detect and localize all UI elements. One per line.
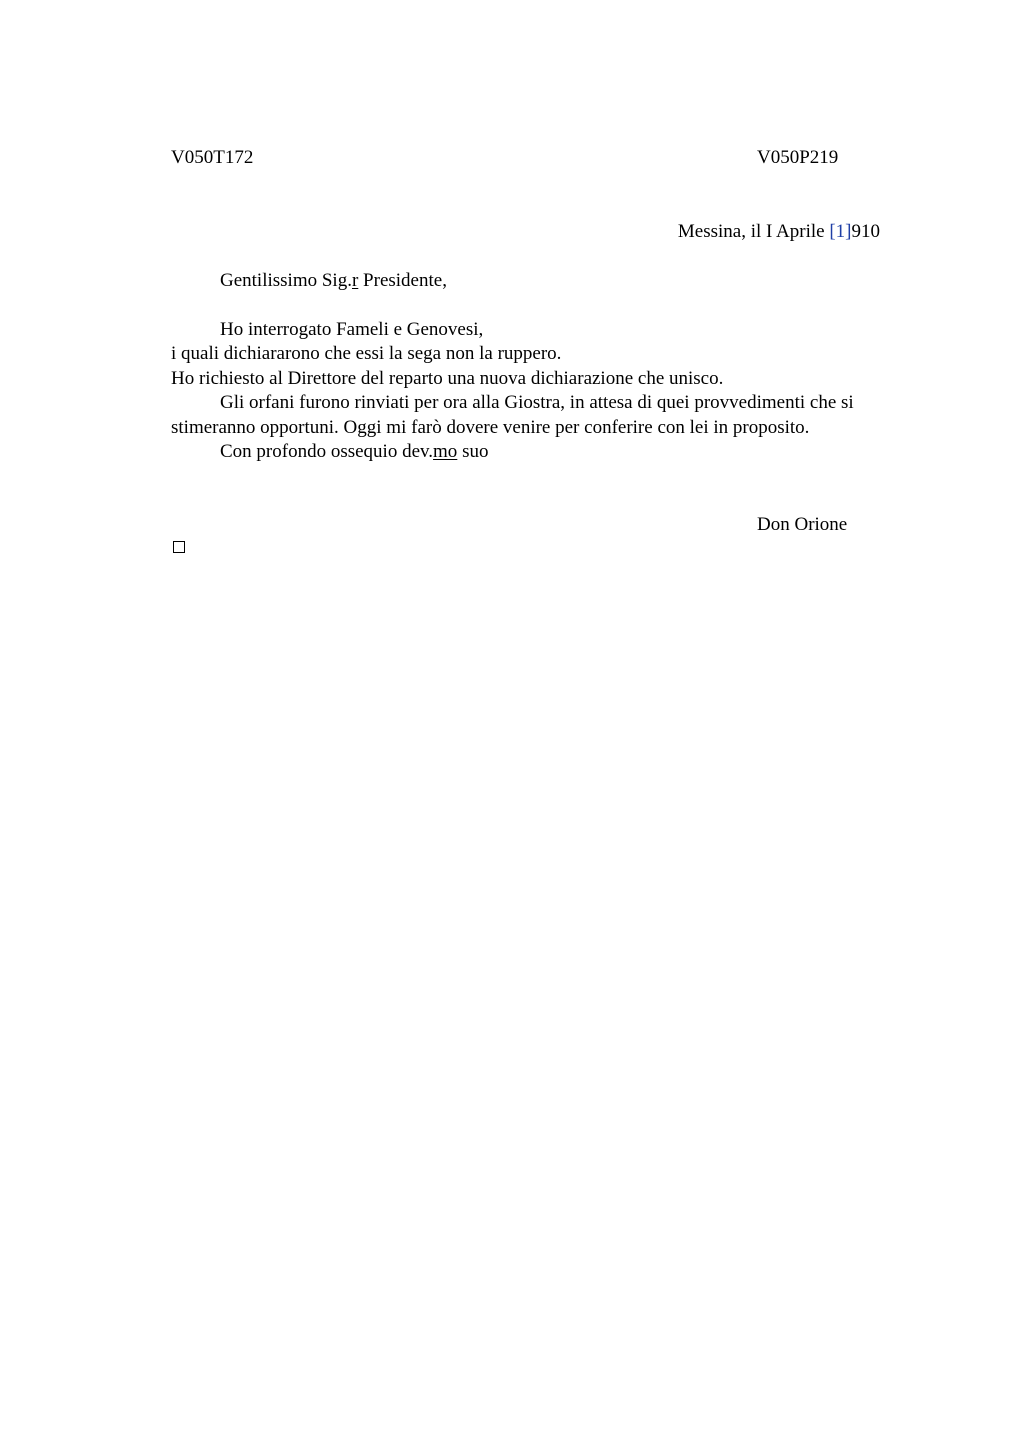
- body-paragraph-2: Gli orfani furono rinviati per ora alla Giostra, in attesa di quei provvedimenti che si stimeranno opportuni. Oggi mi farò dovere venire per conferire con lei in proposito.: [171, 392, 854, 438]
- closing-line: [171, 440, 861, 464]
- dateline: [678, 220, 880, 244]
- closing-abbrev: mo: [433, 441, 458, 463]
- end-of-document-box-icon: [173, 541, 185, 553]
- dateline-prefix: Messina, il I Aprile: [677, 221, 830, 242]
- body-line-2: i quali dichiararono che essi la sega non la ruppero.: [171, 343, 562, 365]
- closing-after: suo: [457, 441, 489, 463]
- salutation-before: Gentilissimo Sig.: [220, 270, 352, 291]
- body-line-1: Ho interrogato Fameli e Genovesi,: [220, 319, 484, 340]
- closing-before: Con profondo ossequio dev.: [220, 441, 434, 463]
- salutation-abbrev: r: [351, 270, 359, 291]
- dateline-year: 910: [851, 221, 880, 242]
- letter-body: [171, 318, 861, 464]
- editorial-bracket-open: [: [829, 221, 836, 242]
- editorial-bracket-close: ]: [845, 221, 852, 242]
- document-code-left: V050T172: [171, 147, 254, 168]
- signature: Don Orione: [757, 514, 848, 535]
- document-code-right: V050P219: [757, 147, 839, 168]
- salutation: [220, 269, 447, 293]
- editorial-digit: 1: [835, 221, 846, 242]
- salutation-after: Presidente,: [358, 270, 447, 291]
- body-line-3: Ho richiesto al Direttore del reparto una nuova dichiarazione che unisco.: [171, 367, 724, 389]
